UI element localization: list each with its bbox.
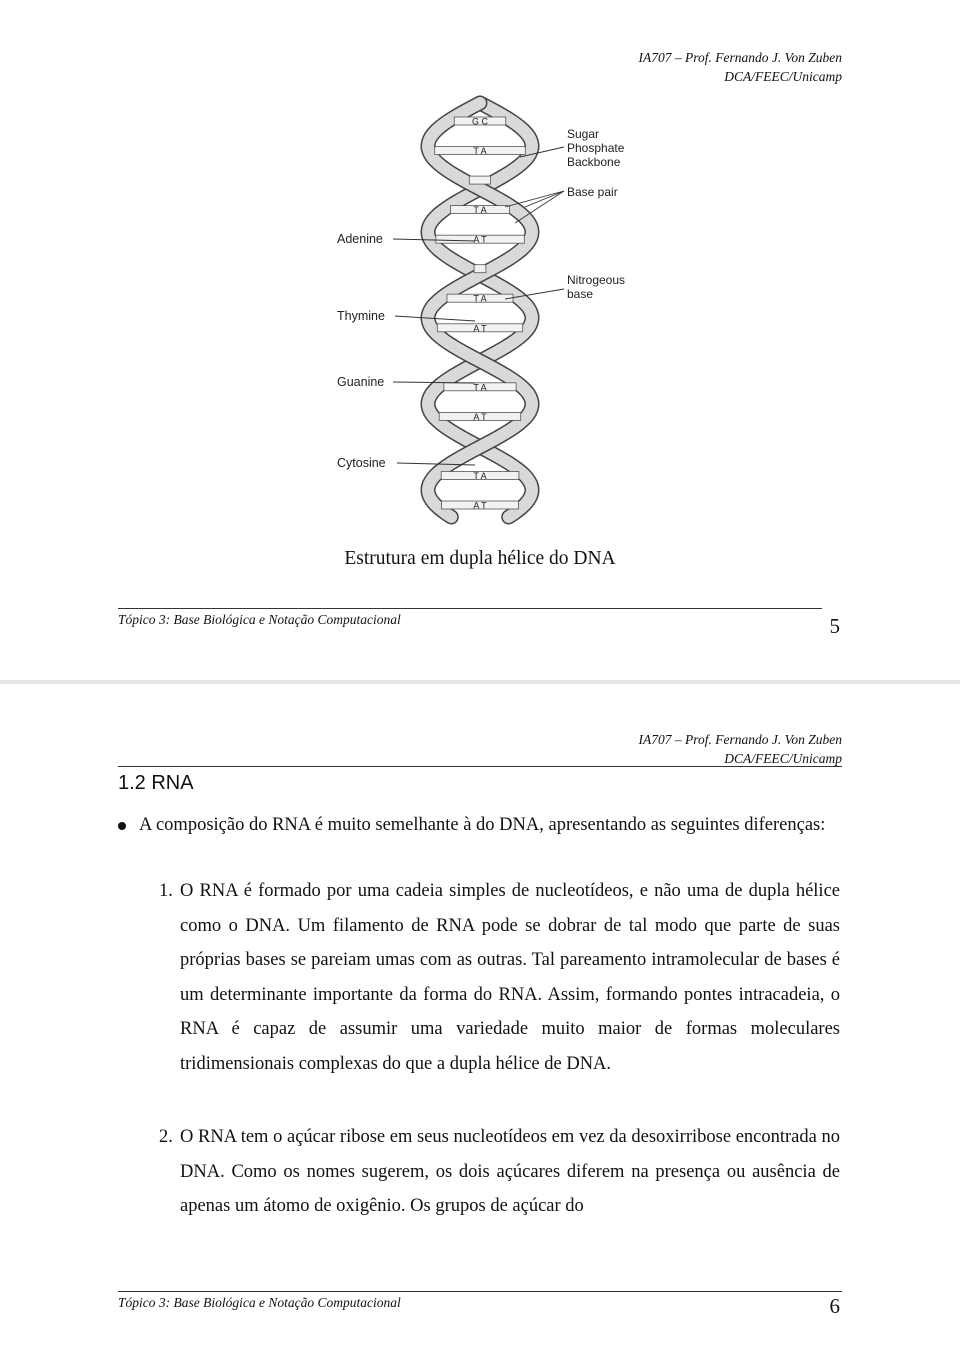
base-pair-label: A T	[473, 411, 487, 422]
page-number: 5	[829, 614, 840, 638]
label-base-pair: Base pair	[567, 185, 618, 199]
list-item	[159, 1120, 840, 1224]
footer-rule	[118, 1291, 842, 1292]
header-rule	[118, 766, 842, 767]
base-pair-rung	[469, 176, 490, 184]
figure-caption: Estrutura em dupla hélice do DNA	[344, 548, 616, 569]
header-dept: DCA/FEEC/Unicamp	[724, 751, 842, 766]
list-item	[159, 874, 840, 1081]
base-pair-label: A T	[473, 323, 487, 334]
page-footer: Tópico 3: Base Biológica e Notação Computacional	[118, 612, 401, 627]
bullet-icon	[118, 822, 126, 830]
page-number: 6	[829, 1294, 840, 1318]
base-pair-label: A T	[473, 500, 487, 511]
label-sugar: Sugar	[567, 127, 600, 141]
base-pair-rung	[474, 265, 486, 273]
label-adenine: Adenine	[337, 232, 383, 246]
label-cytosine: Cytosine	[337, 456, 386, 470]
label-thymine: Thymine	[337, 309, 385, 323]
header-course: IA707 – Prof. Fernando J. Von Zuben	[638, 50, 842, 65]
section-title: 1.2 RNA	[118, 772, 194, 794]
base-pair-label: A T	[473, 234, 487, 245]
label-phosphate: Phosphate	[567, 141, 625, 155]
base-pair-label: T A	[473, 293, 487, 304]
base-pair-label: T A	[473, 146, 487, 156]
page-footer: Tópico 3: Base Biológica e Notação Computacional	[118, 1295, 401, 1310]
label-guanine: Guanine	[337, 375, 385, 389]
base-pair-label: T A	[473, 382, 487, 393]
label-base: base	[567, 287, 594, 301]
helix-strands	[428, 103, 532, 517]
header-course: IA707 – Prof. Fernando J. Von Zuben	[638, 732, 842, 747]
page-header	[639, 730, 842, 768]
base-pair-label: G C	[471, 116, 489, 127]
page-header	[639, 48, 842, 86]
label-nitrogeous: Nitrogeous	[567, 273, 626, 287]
base-pair-label: T A	[473, 205, 487, 216]
page-5	[0, 0, 960, 680]
list-item-text: O RNA tem o açúcar ribose em seus nucleotídeos em vez da desoxirribose encontrada no DNA. Como os nomes sugerem, os dois açúcares diferem na presença ou ausência de apenas um átomo de oxigênio. Os grupos de açúcar do	[180, 1127, 840, 1216]
dna-double-helix-figure	[320, 95, 640, 525]
list-item-text: O RNA é formado por uma cadeia simples de nucleotídeos, e não uma de dupla hélice como o DNA. Um filamento de RNA pode se dobrar de tal modo que parte de suas próprias bases se pareiam umas com as outras. Tal pareamento intramolecular de bases é um determinante importante da forma do RNA. Assim, formando pontes intracadeia, o RNA é capaz de assumir uma variedade muito maior de formas moleculares tridimensionais complexas do que a dupla hélice de DNA.	[180, 881, 840, 1074]
label-backbone: Backbone	[567, 155, 621, 169]
list-item-number: 2.	[159, 1127, 173, 1147]
footer-rule	[118, 608, 822, 609]
base-pair-label: T A	[473, 471, 487, 481]
bullet-paragraph: A composição do RNA é muito semelhante à do DNA, apresentando as seguintes diferenças:	[139, 815, 826, 835]
header-dept: DCA/FEEC/Unicamp	[724, 69, 842, 84]
list-item-number: 1.	[159, 881, 173, 901]
